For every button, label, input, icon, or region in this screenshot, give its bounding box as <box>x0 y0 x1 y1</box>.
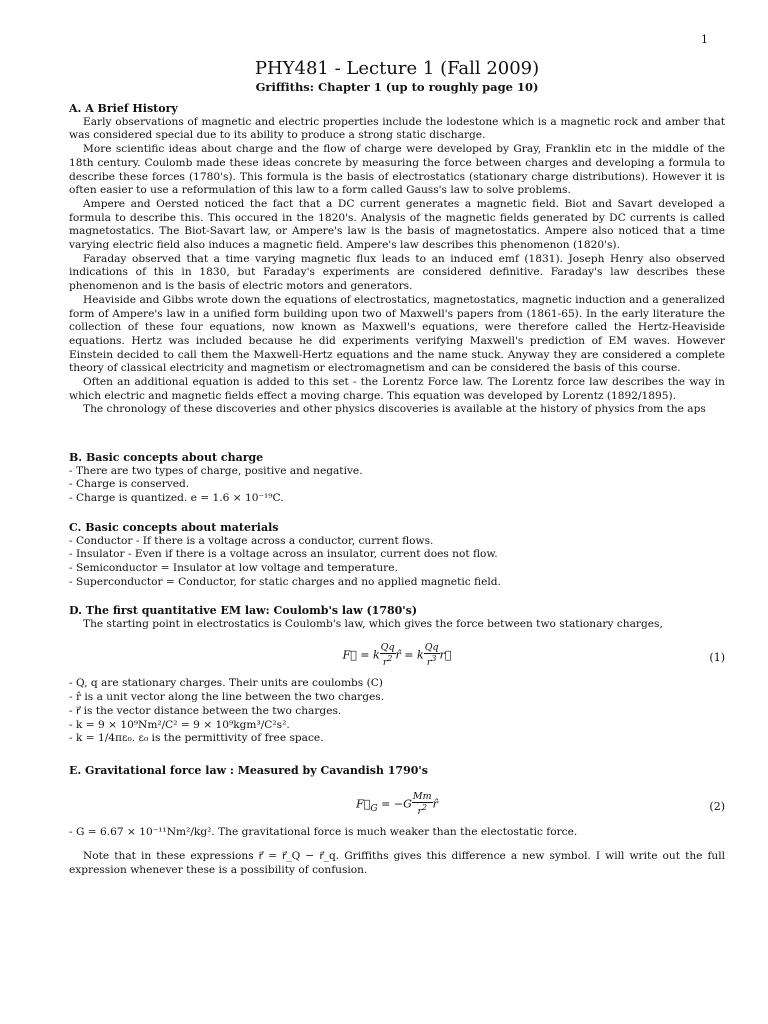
section-a-paragraph: Early observations of magnetic and electric properties include the lodestone which is a magnetic rock and amber that was considered special due to its ability to produce a strong static discharge. <box>69 115 725 142</box>
section-d-intro: The starting point in electrostatics is Coulomb's law, which gives the force between two stationary charges, <box>83 617 663 630</box>
page-number: 1 <box>701 33 708 46</box>
list-item: - Charge is conserved. <box>69 478 190 491</box>
equation-number: (2) <box>709 799 725 813</box>
section-a-paragraph: The chronology of these discoveries and other physics discoveries is available at the history of physics from the aps <box>83 403 706 416</box>
section-a <box>69 102 725 417</box>
section-e-heading: E. Gravitational force law : Measured by Cavandish 1790's <box>69 764 428 777</box>
section-b <box>69 451 725 506</box>
section-d-heading: D. The first quantitative EM law: Coulomb's law (1780's) <box>69 604 418 617</box>
section-a-paragraph: Heaviside and Gibbs wrote down the equations of electrostatics, magnetostatics, magnetic induction and a generalized form of Ampere's law in a unified form building upon two of Maxwell's papers from (1861-65). In the early literature the collection of these four equations, now known as Maxwell's equations, were therefore called the Hertz-Heaviside equations. Hertz was included because he did experiments verifying Maxwell's prediction of EM waves. However Einstein decided to call them the Maxwell-Hertz equations and the name stuck. Anyway they are considered a complete theory of classical electricity and magnetism or electromagnetism and can be considered the basis of this course. <box>69 293 725 375</box>
section-a-paragraph: More scientific ideas about charge and the flow of charge were developed by Gray, Franklin etc in the middle of the 18th century. Coulomb made these ideas concrete by measuring the force between charges and developing a formula to describe these forces (1780's). This formula is the basis of electrostatics (stationary charge distributions). However it is often easier to use a reformulation of this law to a form called Gauss's law to solve problems. <box>69 143 725 197</box>
page-subtitle: Griffiths: Chapter 1 (up to roughly page 10) <box>255 80 539 94</box>
section-a-paragraph: Ampere and Oersted noticed the fact that a DC current generates a magnetic field. Biot and Savart developed a formula to describe this. This occured in the 1820's. Analysis of the magnetic fields generated by DC currents is called magnetostatics. The Biot-Savart law, or Ampere's law is the basis of magnetostatics. Ampere also noticed that a time varying electric field also induces a magnetic field. Ampere's law describes this phenomenon (1820's). <box>69 197 725 252</box>
list-item: - r̂ is a unit vector along the line between the two charges. <box>69 691 385 704</box>
gravity-equation-body: $F⃗_G = -G$ $\frac{Mm}{r^2}$ r̂ <box>356 790 438 817</box>
page-title: PHY481 - Lecture 1 (Fall 2009) <box>254 58 540 79</box>
coulomb-equation <box>69 631 725 677</box>
section-e-note: Note that in these expressions r⃗ = r⃗_Q − r⃗_q. Griffiths gives this difference a new symbol. I will write out the full expression whenever these is a possibility of confusion. <box>69 850 725 877</box>
section-d <box>69 604 725 746</box>
list-item: - Superconductor = Conductor, for static charges and no applied magnetic field. <box>69 575 501 588</box>
list-item: - G = 6.67 × 10⁻¹¹Nm²/kg². The gravitational force is much weaker than the electostatic force. <box>69 825 578 838</box>
section-a-paragraph: Often an additional equation is added to this set - the Lorentz Force law. The Lorentz force law describes the way in which electric and magnetic fields effect a moving charge. This equation was developed by Lorentz (1892/1895). <box>69 376 725 402</box>
section-b-heading: B. Basic concepts about charge <box>69 451 264 464</box>
section-a-paragraph: Faraday observed that a time varying magnetic flux leads to an induced emf (1831). Joseph Henry also observed indications of this in 1830, but Faraday's experiments are considered definitive. Faraday's law describes these phenomenon and is the basis of electric motors and generators. <box>69 252 725 293</box>
list-item: - Insulator - Even if there is a voltage across an insulator, current does not flow. <box>69 548 498 561</box>
list-item: - k = 9 × 10⁹Nm²/C² = 9 × 10⁹kgm³/C²s². <box>69 718 290 731</box>
gravity-equation <box>69 778 725 826</box>
list-item: - k = 1/4πε₀. ε₀ is the permittivity of free space. <box>69 732 324 745</box>
section-c <box>69 521 725 590</box>
list-item: - Conductor - If there is a voltage across a conductor, current flows. <box>69 534 434 547</box>
list-item: - Charge is quantized. e = 1.6 × 10⁻¹⁹C. <box>69 492 284 505</box>
list-item: - There are two types of charge, positive and negative. <box>69 464 363 477</box>
section-e <box>69 764 725 878</box>
list-item: - Q, q are stationary charges. Their units are coulombs (C) <box>69 677 383 690</box>
section-a-heading: A. A Brief History <box>69 102 178 115</box>
equation-number: (1) <box>709 651 725 665</box>
section-c-heading: C. Basic concepts about materials <box>69 521 279 534</box>
list-item: - r⃗ is the vector distance between the two charges. <box>69 704 342 717</box>
coulomb-equation-body: F⃗ = k $\frac{Qq}{r^2}$ r̂ = k $\frac{Qq}{r^3}$ r⃗ <box>342 642 452 669</box>
list-item: - Semiconductor = Insulator at low voltage and temperature. <box>69 562 398 575</box>
